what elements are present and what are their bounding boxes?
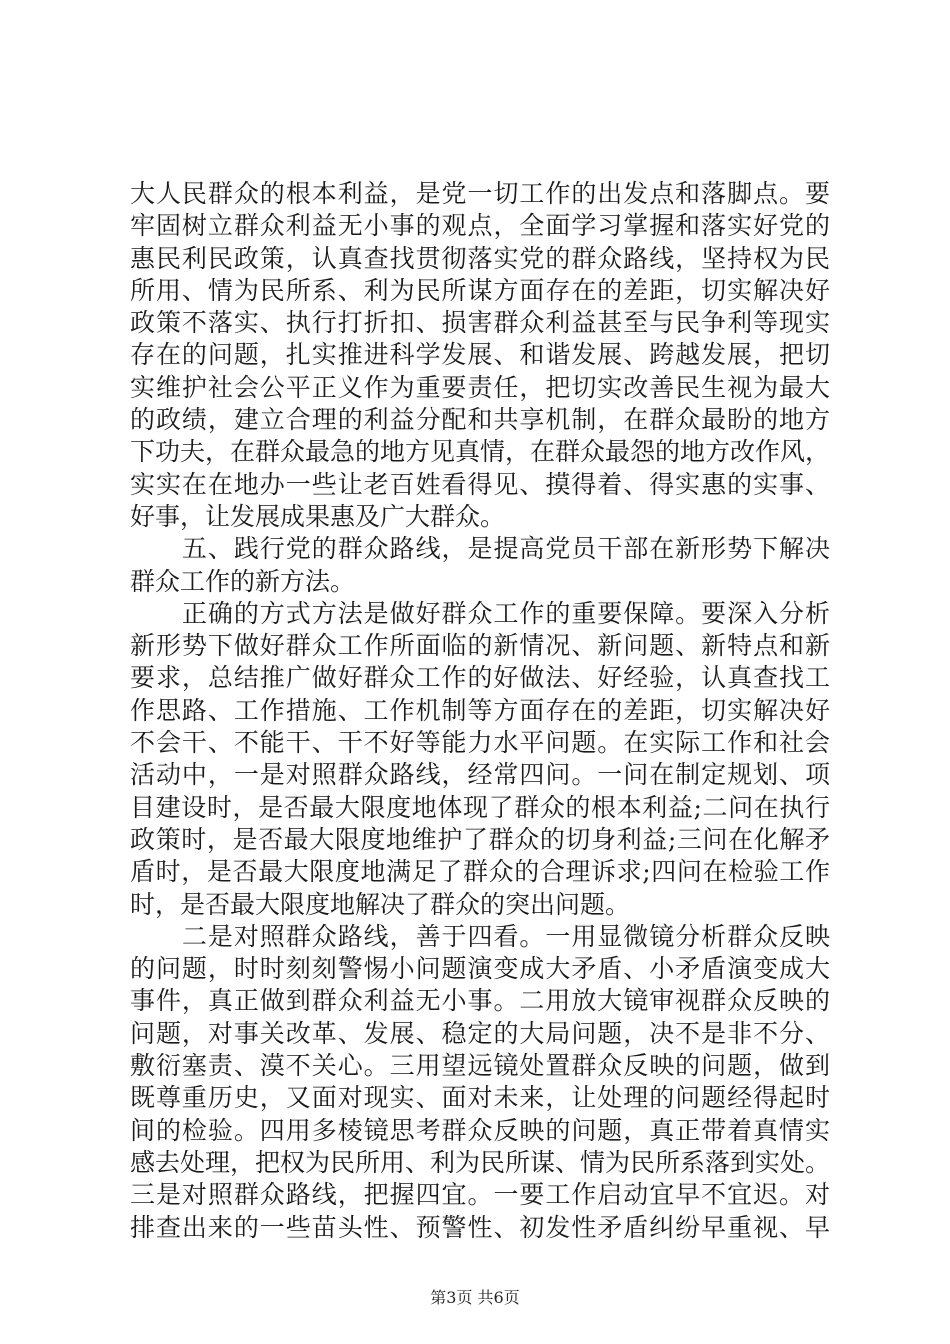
text-line: 作思路、工作措施、工作机制等方面存在的差距，切实解决好 — [130, 695, 830, 725]
text-line: 下功夫，在群众最急的地方见真情，在群众最怨的地方改作风， — [130, 437, 831, 467]
text-line: 好事，让发展成果惠及广大群众。 — [130, 501, 506, 531]
text-line: 正确的方式方法是做好群众工作的重要保障。要深入分析 — [130, 598, 830, 628]
text-line: 实实在在地办一些让老百姓看得见、摸得着、得实惠的实事、 — [130, 469, 830, 499]
text-line: 的政绩，建立合理的利益分配和共享机制，在群众最盼的地方 — [130, 405, 830, 435]
text-line: 活动中，一是对照群众路线，经常四问。一问在制定规划、项 — [130, 760, 830, 790]
text-line: 存在的问题，扎实推进科学发展、和谐发展、跨越发展，把切 — [130, 340, 830, 370]
text-line: 事件，真正做到群众利益无小事。二用放大镜审视群众反映的 — [130, 986, 830, 1016]
text-line: 牢固树立群众利益无小事的观点，全面学习掌握和落实好党的 — [130, 211, 830, 241]
text-line: 感去处理，把权为民所用、利为民所谋、情为民所系落到实处。 — [130, 1147, 831, 1177]
document-body — [130, 178, 830, 1244]
text-line: 间的检验。四用多棱镜思考群众反映的问题，真正带着真情实 — [130, 1115, 830, 1145]
text-line: 五、践行党的群众路线，是提高党员干部在新形势下解决 — [130, 534, 830, 564]
page-footer: 第3页 共6页 — [430, 1288, 520, 1307]
text-line: 要求，总结推广做好群众工作的好做法、好经验，认真查找工 — [130, 663, 830, 693]
text-line: 大人民群众的根本利益，是党一切工作的出发点和落脚点。要 — [130, 179, 830, 208]
text-line: 既尊重历史，又面对现实、面对未来，让处理的问题经得起时 — [130, 1083, 830, 1113]
text-line: 排查出来的一些苗头性、预警性、初发性矛盾纠纷早重视、早 — [130, 1212, 830, 1242]
text-line: 时，是否最大限度地解决了群众的突出问题。 — [130, 889, 631, 919]
text-line: 实维护社会公平正义作为重要责任，把切实改善民生视为最大 — [130, 372, 830, 402]
text-line: 的问题，时时刻刻警惕小问题演变成大矛盾、小矛盾演变成大 — [130, 954, 830, 984]
text-line: 新形势下做好群众工作所面临的新情况、新问题、新特点和新 — [130, 631, 830, 661]
text-line: 政策不落实、执行打折扣、损害群众利益甚至与民争利等现实 — [130, 308, 830, 338]
text-line: 目建设时，是否最大限度地体现了群众的根本利益;二问在执行 — [130, 792, 830, 822]
text-line: 敷衍塞责、漠不关心。三用望远镜处置群众反映的问题，做到 — [130, 1051, 830, 1081]
text-line: 群众工作的新方法。 — [130, 566, 356, 596]
text-line: 政策时，是否最大限度地维护了群众的切身利益;三问在化解矛 — [130, 824, 830, 854]
text-line: 问题，对事关改革、发展、稳定的大局问题，决不是非不分、 — [130, 1018, 830, 1048]
text-line: 三是对照群众路线，把握四宜。一要工作启动宜早不宜迟。对 — [130, 1180, 830, 1210]
text-line: 不会干、不能干、干不好等能力水平问题。在实际工作和社会 — [130, 728, 830, 758]
text-line: 所用、情为民所系、利为民所谋方面存在的差距，切实解决好 — [130, 275, 830, 305]
text-line: 盾时，是否最大限度地满足了群众的合理诉求;四问在检验工作 — [130, 857, 830, 887]
text-line: 二是对照群众路线，善于四看。一用显微镜分析群众反映 — [130, 921, 830, 951]
text-line: 惠民利民政策，认真查找贯彻落实党的群众路线，坚持权为民 — [130, 243, 830, 273]
